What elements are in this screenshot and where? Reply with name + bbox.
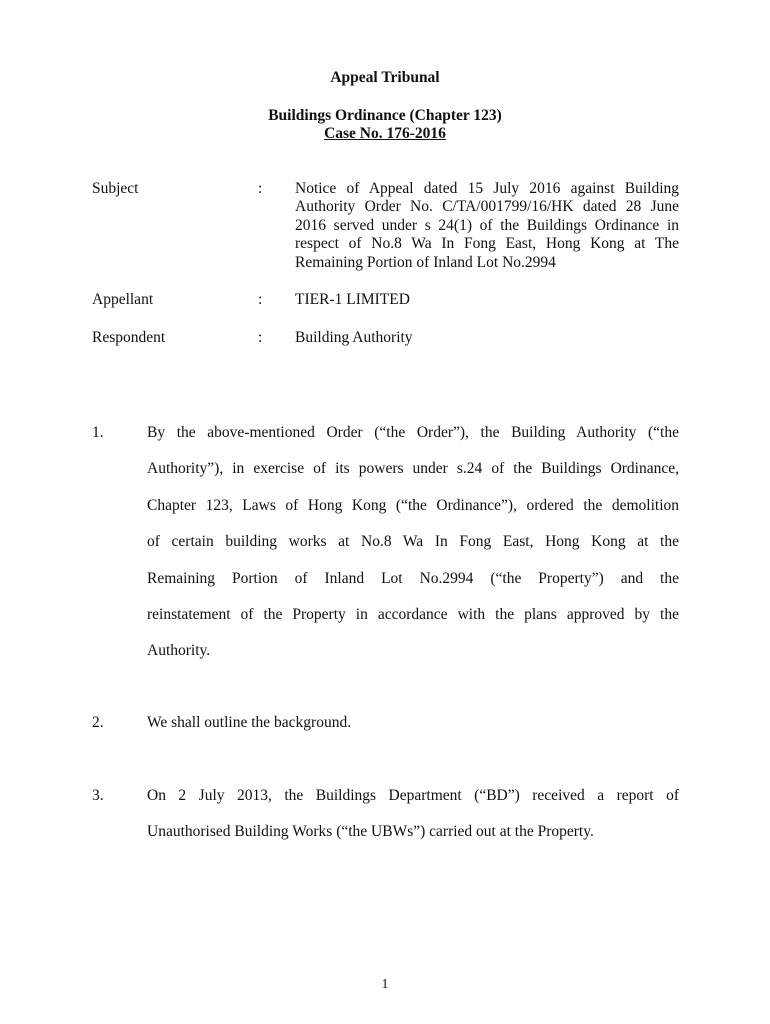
document-title: Appeal Tribunal	[330, 69, 440, 86]
paragraph-line: By the above-mentioned Order (“the Order”), the Building Authority (“the	[147, 424, 679, 441]
respondent-value: Building Authority	[295, 329, 413, 346]
case-number	[0, 125, 770, 143]
page-number: 1	[381, 977, 389, 992]
case-number-text: Case No. 176-2016	[324, 125, 446, 142]
subject-colon: :	[258, 180, 263, 197]
paragraph-body	[147, 415, 679, 670]
paragraph-line: Unauthorised Building Works (“the UBWs”) carried out at the Property.	[147, 823, 594, 841]
respondent-label: Respondent	[92, 329, 166, 346]
paragraph-number: 3.	[92, 787, 104, 804]
subject-line: Authority Order No. C/TA/001799/16/HK dated 28 June	[295, 198, 679, 216]
ordinance-heading: Buildings Ordinance (Chapter 123)	[268, 107, 502, 124]
paragraph-line: Chapter 123, Laws of Hong Kong (“the Ordinance”), ordered the demolition	[147, 496, 679, 514]
subject-label: Subject	[92, 180, 139, 197]
subject-line: 2016 served under s 24(1) of the Buildings Ordinance in	[295, 216, 679, 234]
subject-line: respect of No.8 Wa In Fong East, Hong Kong at The	[295, 235, 679, 253]
paragraph-line: reinstatement of the Property in accordance with the plans approved by the	[147, 605, 679, 623]
paragraph-line: Remaining Portion of Inland Lot No.2994 (“the Property”) and the	[147, 569, 679, 587]
respondent-colon: :	[258, 329, 263, 346]
paragraph-number: 1.	[92, 424, 104, 441]
paragraph-body	[147, 705, 679, 741]
paragraph-line: Authority”), in exercise of its powers under s.24 of the Buildings Ordinance,	[147, 460, 679, 478]
paragraph-line: On 2 July 2013, the Buildings Department (“BD”) received a report of	[147, 787, 679, 804]
paragraph-line: We shall outline the background.	[147, 714, 352, 731]
paragraph-line: of certain building works at No.8 Wa In Fong East, Hong Kong at the	[147, 533, 679, 551]
subject-value	[295, 180, 679, 272]
appellant-label: Appellant	[92, 291, 154, 308]
subject-line: Notice of Appeal dated 15 July 2016 against Building	[295, 180, 679, 197]
paragraph-line: Authority.	[147, 642, 211, 660]
paragraph-number: 2.	[92, 714, 104, 731]
subject-line: Remaining Portion of Inland Lot No.2994	[295, 253, 556, 271]
appellant-value: TIER-1 LIMITED	[295, 291, 410, 308]
appellant-colon: :	[258, 291, 263, 308]
paragraph-body	[147, 778, 679, 851]
